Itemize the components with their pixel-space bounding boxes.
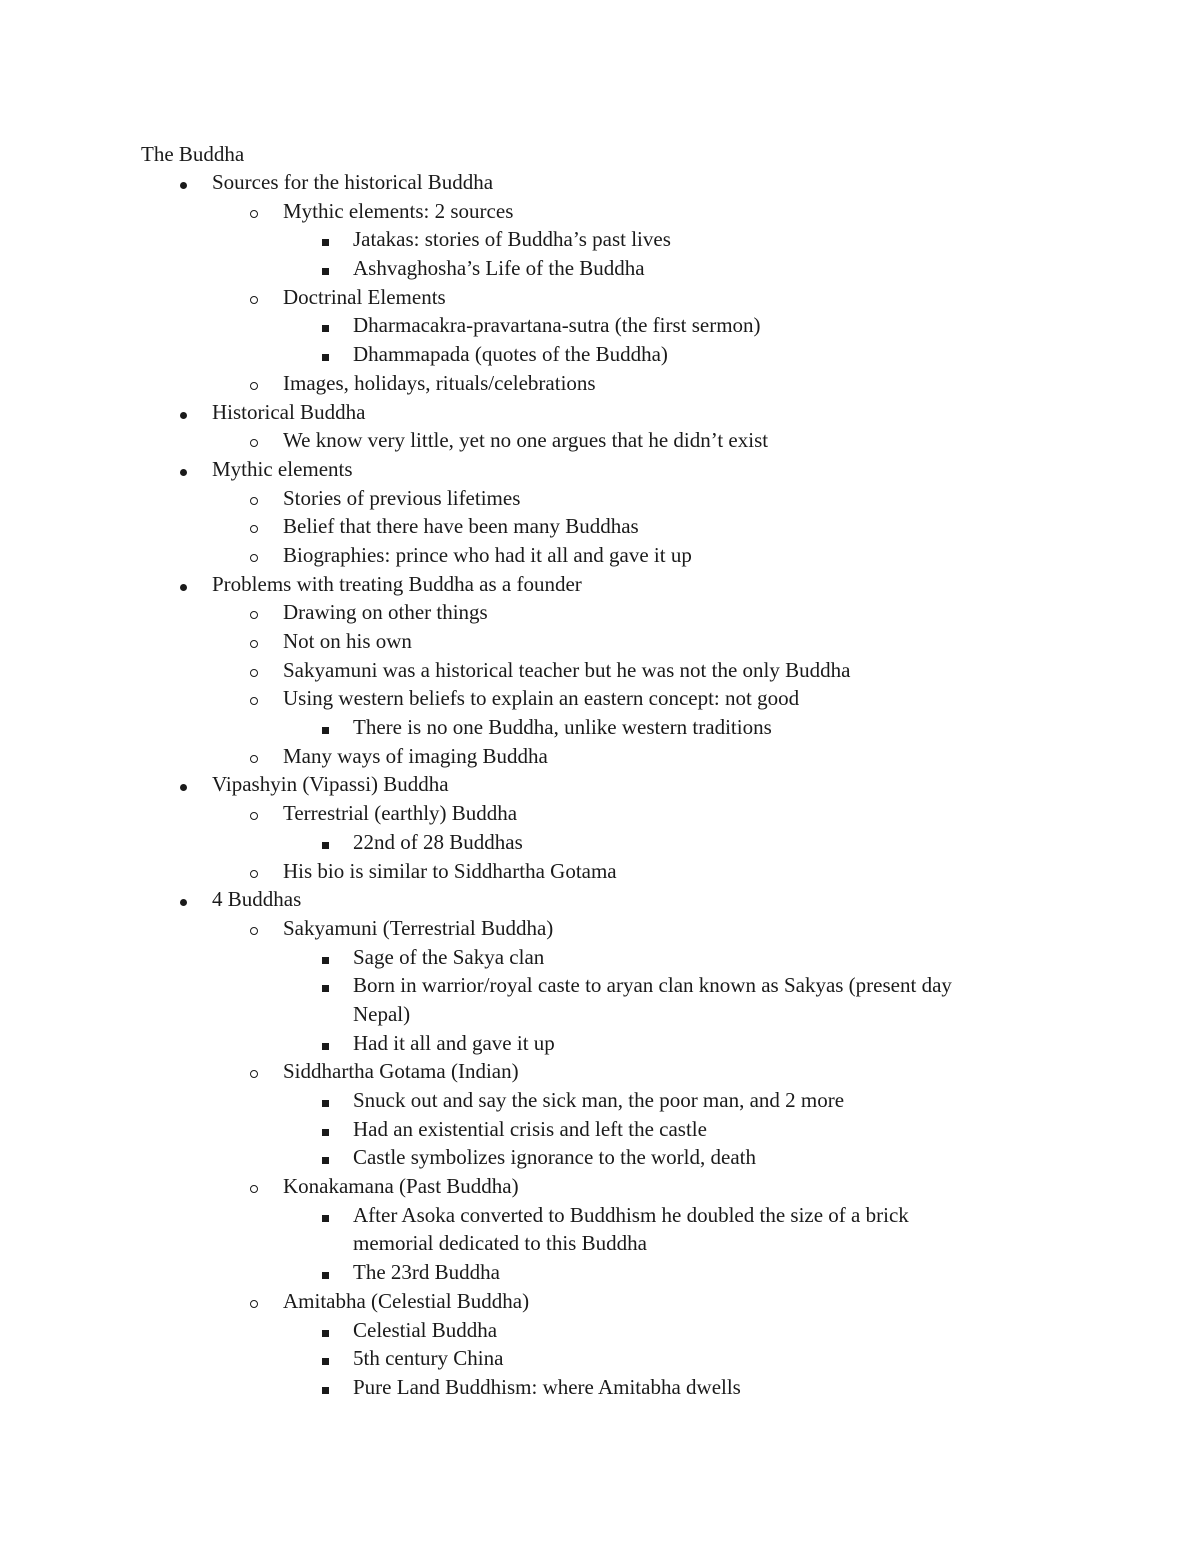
outline-item-level-2 bbox=[0, 684, 1200, 713]
outline-item-text: Doctrinal Elements bbox=[283, 284, 446, 309]
outline-item-level-1 bbox=[0, 398, 1200, 427]
outline-item-level-2 bbox=[0, 742, 1200, 771]
outline-item-level-2 bbox=[0, 283, 1200, 312]
bullet-icon bbox=[176, 770, 190, 799]
outline-item-text: Had it all and gave it up bbox=[353, 1030, 555, 1055]
bullet-icon bbox=[247, 512, 261, 541]
outline-item-text: Historical Buddha bbox=[212, 399, 366, 424]
bullet-icon bbox=[247, 369, 261, 398]
outline-item-text: Sources for the historical Buddha bbox=[212, 170, 494, 194]
outline-item-level-3 bbox=[0, 1373, 1200, 1402]
bullet-icon bbox=[247, 484, 261, 513]
outline-item-level-2 bbox=[0, 541, 1200, 570]
outline-item-level-3 bbox=[0, 828, 1200, 857]
outline-item-text: The 23rd Buddha bbox=[353, 1260, 500, 1285]
outline-item-text: Images, holidays, rituals/celebrations bbox=[283, 370, 596, 395]
outline-item-level-2 bbox=[0, 799, 1200, 828]
outline-item-level-2 bbox=[0, 1172, 1200, 1201]
outline-item-level-3 bbox=[0, 1316, 1200, 1345]
outline-item-text: Sakyamuni was a historical teacher but he was not the only Buddha bbox=[283, 657, 851, 682]
outline-item-text: Castle symbolizes ignorance to the world, death bbox=[353, 1145, 756, 1170]
outline-item-text: Terrestrial (earthly) Buddha bbox=[283, 801, 518, 826]
outline-item-text: Konakamana (Past Buddha) bbox=[283, 1174, 519, 1199]
outline-item-text: Ashvaghosha’s Life of the Buddha bbox=[353, 256, 645, 281]
outline-item-text: Snuck out and say the sick man, the poor man, and 2 more bbox=[353, 1088, 845, 1112]
outline-item-text: Biographies: prince who had it all and gave it up bbox=[283, 542, 692, 567]
outline-item-text: 22nd of 28 Buddhas bbox=[353, 829, 523, 854]
outline-item-text: Sage of the Sakya clan bbox=[353, 944, 545, 969]
outline-item-level-1 bbox=[0, 455, 1200, 484]
outline-item-level-3 bbox=[0, 254, 1200, 283]
outline-item-level-2 bbox=[0, 197, 1200, 226]
outline-item-level-3 bbox=[0, 943, 1200, 972]
bullet-icon bbox=[318, 1316, 332, 1345]
bullet-icon bbox=[318, 713, 332, 742]
bullet-icon bbox=[247, 426, 261, 455]
outline-item-text: 5th century China bbox=[353, 1346, 504, 1371]
outline-item-continuation bbox=[0, 1229, 1200, 1258]
outline-item-level-2 bbox=[0, 857, 1200, 886]
outline-item-level-3 bbox=[0, 1086, 1200, 1115]
outline-item-text: His bio is similar to Siddhartha Gotama bbox=[283, 858, 617, 883]
outline-item-text: Dhammapada (quotes of the Buddha) bbox=[353, 342, 668, 367]
bullet-icon bbox=[176, 455, 190, 484]
outline-item-text: We know very little, yet no one argues that he didn’t exist bbox=[283, 428, 769, 453]
outline-item-text: There is no one Buddha, unlike western traditions bbox=[353, 715, 772, 740]
outline-item-text: 4 Buddhas bbox=[212, 887, 302, 912]
outline-item-level-3 bbox=[0, 713, 1200, 742]
outline-item-level-3 bbox=[0, 1115, 1200, 1144]
outline-item-text: Nepal) bbox=[353, 1001, 411, 1026]
outline-item-text: Had an existential crisis and left the castle bbox=[353, 1116, 707, 1141]
bullet-icon bbox=[247, 1172, 261, 1201]
outline-item-level-3 bbox=[0, 1201, 1200, 1230]
outline-item-level-2 bbox=[0, 426, 1200, 455]
outline-item-text: Not on his own bbox=[283, 629, 412, 653]
outline-item-text: Using western beliefs to explain an eastern concept: not good bbox=[283, 686, 800, 711]
bullet-icon bbox=[318, 1201, 332, 1230]
outline-item-level-3 bbox=[0, 1344, 1200, 1373]
bullet-icon bbox=[247, 283, 261, 312]
outline-item-level-1 bbox=[0, 885, 1200, 914]
bullet-icon bbox=[318, 1029, 332, 1058]
outline-item-text: Amitabha (Celestial Buddha) bbox=[283, 1288, 530, 1313]
outline-item-level-2 bbox=[0, 914, 1200, 943]
bullet-icon bbox=[247, 1057, 261, 1086]
bullet-icon bbox=[247, 627, 261, 656]
bullet-icon bbox=[318, 1258, 332, 1287]
bullet-icon bbox=[318, 254, 332, 283]
outline-item-level-3 bbox=[0, 340, 1200, 369]
bullet-icon bbox=[318, 1086, 332, 1115]
outline-item-continuation bbox=[0, 1000, 1200, 1029]
outline-item-text: Stories of previous lifetimes bbox=[283, 485, 521, 510]
bullet-icon bbox=[247, 598, 261, 627]
bullet-icon bbox=[247, 857, 261, 886]
bullet-icon bbox=[318, 340, 332, 369]
bullet-icon bbox=[318, 971, 332, 1000]
bullet-icon bbox=[247, 684, 261, 713]
outline-item-text: Vipashyin (Vipassi) Buddha bbox=[212, 772, 449, 797]
outline-item-text: Belief that there have been many Buddhas bbox=[283, 514, 639, 539]
outline-item-level-3 bbox=[0, 225, 1200, 254]
outline-item-text: Many ways of imaging Buddha bbox=[283, 743, 548, 768]
outline-item-level-2 bbox=[0, 512, 1200, 541]
bullet-icon bbox=[176, 885, 190, 914]
outline-item-level-2 bbox=[0, 598, 1200, 627]
bullet-icon bbox=[318, 943, 332, 972]
outline-item-level-1 bbox=[0, 570, 1200, 599]
outline-item-text: Born in warrior/royal caste to aryan clan known as Sakyas (present day bbox=[353, 973, 952, 998]
bullet-icon bbox=[318, 1115, 332, 1144]
outline-item-level-3 bbox=[0, 1143, 1200, 1172]
document-title: The Buddha bbox=[141, 142, 245, 166]
outline-item-level-1 bbox=[0, 168, 1200, 197]
outline-item-text: Dharmacakra-pravartana-sutra (the first sermon) bbox=[353, 313, 761, 338]
outline-item-text: Sakyamuni (Terrestrial Buddha) bbox=[283, 915, 554, 940]
outline-item-text: After Asoka converted to Buddhism he doubled the size of a brick bbox=[353, 1202, 909, 1227]
outline-item-level-2 bbox=[0, 369, 1200, 398]
outline-item-level-2 bbox=[0, 1287, 1200, 1316]
outline-item-level-2 bbox=[0, 627, 1200, 656]
outline-item-level-3 bbox=[0, 971, 1200, 1000]
bullet-icon bbox=[247, 1287, 261, 1316]
outline-item-text: Pure Land Buddhism: where Amitabha dwells bbox=[353, 1374, 741, 1399]
bullet-icon bbox=[247, 197, 261, 226]
outline-item-text: Drawing on other things bbox=[283, 600, 488, 625]
outline-item-text: Problems with treating Buddha as a founder bbox=[212, 571, 582, 596]
bullet-icon bbox=[247, 742, 261, 771]
outline-item-text: memorial dedicated to this Buddha bbox=[353, 1231, 647, 1256]
bullet-icon bbox=[318, 1373, 332, 1402]
outline-item-text: Mythic elements bbox=[212, 456, 353, 481]
outline-item-text: Celestial Buddha bbox=[353, 1317, 498, 1342]
outline-item-level-2 bbox=[0, 656, 1200, 685]
outline-item-level-3 bbox=[0, 1258, 1200, 1287]
outline-item-text: Siddhartha Gotama (Indian) bbox=[283, 1059, 519, 1084]
bullet-icon bbox=[318, 311, 332, 340]
outline-item-text: Jatakas: stories of Buddha’s past lives bbox=[353, 227, 671, 252]
bullet-icon bbox=[318, 225, 332, 254]
outline-item-level-2 bbox=[0, 1057, 1200, 1086]
outline-item-level-1 bbox=[0, 770, 1200, 799]
outline-item-level-3 bbox=[0, 311, 1200, 340]
bullet-icon bbox=[247, 799, 261, 828]
bullet-icon bbox=[176, 570, 190, 599]
bullet-icon bbox=[247, 914, 261, 943]
bullet-icon bbox=[176, 168, 190, 197]
bullet-icon bbox=[318, 828, 332, 857]
bullet-icon bbox=[247, 541, 261, 570]
bullet-icon bbox=[176, 398, 190, 427]
outline-item-level-2 bbox=[0, 484, 1200, 513]
outline-list bbox=[0, 168, 1200, 1402]
bullet-icon bbox=[247, 656, 261, 685]
outline-item-level-3 bbox=[0, 1029, 1200, 1058]
bullet-icon bbox=[318, 1344, 332, 1373]
outline-item-text: Mythic elements: 2 sources bbox=[283, 198, 514, 223]
bullet-icon bbox=[318, 1143, 332, 1172]
